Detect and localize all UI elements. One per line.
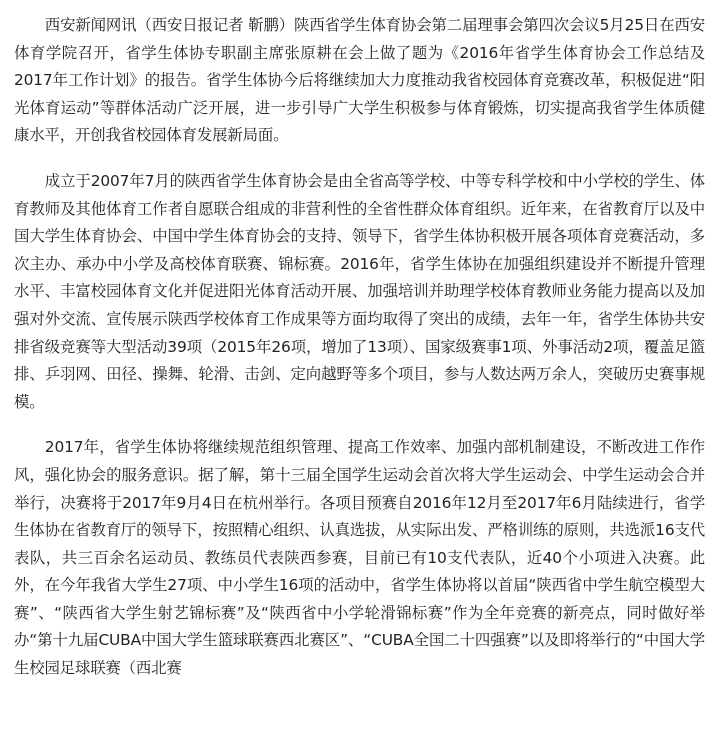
article-paragraph-3: 2017年，省学生体协将继续规范组织管理、提高工作效率、加强内部机制建设，不断改进工作作风，强化协会的服务意识。据了解，第十三届全国学生运动会首次将大学生运动会、中学生运动会合并举行，决赛将于2017年9月4日在杭州举行。各项目预赛自2016年12月至2017年6月陆续进行，省学生体协在省教育厅的领导下，按照精心组织、认真选拔，从实际出发、严格训练的原则，共选派16支代表队，共三百余名运动员、教练员代表陕西参赛，目前已有10支代表队，近40个小项进入决赛。此外，在今年我省大学生27项、中小学生16项的活动中，省学生体协将以首届“陕西省中学生航空模型大赛”、“陕西省大学生射艺锦标赛”及“陕西省中小学轮滑锦标赛”作为全年竞赛的新亮点，同时做好举办“第十九届CUBA中国大学生篮球联赛西北赛区”、“CUBA全国二十四强赛”以及即将举行的“中国大学生校园足球联赛（西北赛	[14, 438, 705, 678]
article-paragraph-2: 成立于2007年7月的陕西省学生体育协会是由全省高等学校、中等专科学校和中小学校的学生、体育教师及其他体育工作者自愿联合组成的非营利性的全省性群众体育组织。近年来，在省教育厅以及中国大学生体育协会、中国中学生体育协会的支持、领导下，省学生体协积极开展各项体育竞赛活动，多次主办、承办中小学及高校体育联赛、锦标赛。2016年，省学生体协在加强组织建设并不断提升管理水平、丰富校园体育文化并促进阳光体育活动开展、加强培训并助理学校体育教师业务能力提高以及加强对外交流、宣传展示陕西学校体育工作成果等方面均取得了突出的成绩，去年一年，省学生体协共安排省级竞赛等大型活动39项（2015年26项，增加了13项）、国家级赛事1项、外事活动2项，覆盖足篮排、乒羽网、田径、操舞、轮滑、击剑、定向越野等多个项目，参与人数达两万余人，突破历史赛事规模。	[14, 171, 705, 411]
article-paragraph-1: 西安新闻网讯（西安日报记者 靳鹏）陕西省学生体育协会第二届理事会第四次会议5月25日在西安体育学院召开，省学生体协专职副主席张原耕在会上做了题为《2016年省学生体育协会工作总结及2017年工作计划》的报告。省学生体协今后将继续加大力度推动我省校园体育竞赛改革，积极促进“阳光体育运动”等群体活动广泛开展，进一步引导广大学生积极参与体育锻炼，切实提高我省学生体质健康水平，开创我省校园体育发展新局面。	[14, 16, 705, 145]
article-body	[14, 12, 705, 701]
